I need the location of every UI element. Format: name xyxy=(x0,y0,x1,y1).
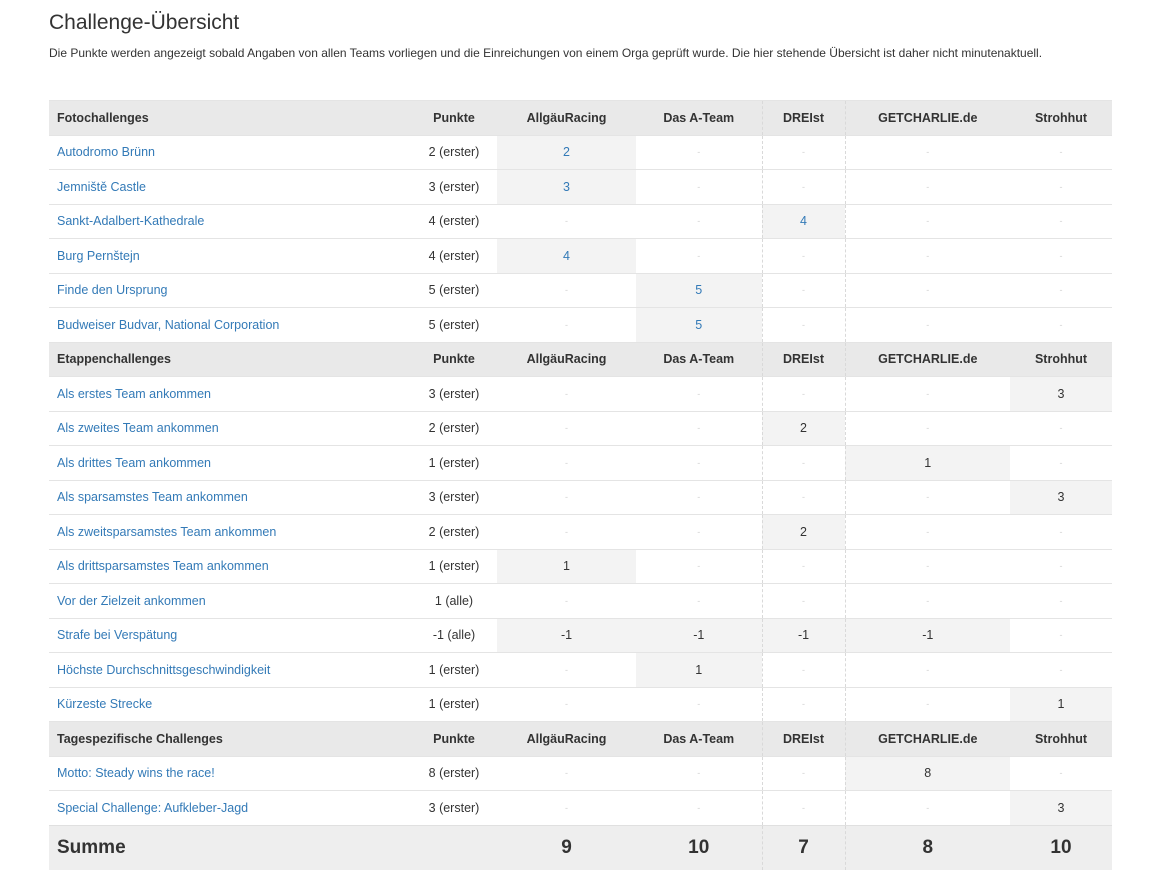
challenge-link[interactable]: Motto: Steady wins the race! xyxy=(57,766,215,781)
team-score-empty: - xyxy=(762,273,845,308)
team-score: -1 xyxy=(762,618,845,653)
challenge-row xyxy=(49,239,1112,274)
team-score-empty: - xyxy=(762,170,845,205)
team-score: 1 xyxy=(1010,687,1112,722)
team-score-empty: - xyxy=(762,239,845,274)
team-score-empty: - xyxy=(1010,756,1112,791)
team-score: -1 xyxy=(497,618,636,653)
challenge-row xyxy=(49,756,1112,791)
team-score-empty: - xyxy=(1010,411,1112,446)
challenge-points: 4 (erster) xyxy=(411,239,497,274)
challenge-link[interactable]: Burg Pernštejn xyxy=(57,248,140,263)
challenge-row xyxy=(49,653,1112,688)
challenge-name-cell xyxy=(49,756,411,791)
team-score: 3 xyxy=(1010,480,1112,515)
challenge-link[interactable]: Als erstes Team ankommen xyxy=(57,386,211,401)
section-title: Fotochallenges xyxy=(49,101,411,136)
challenge-name-cell xyxy=(49,170,411,205)
team-header: AllgäuRacing xyxy=(497,101,636,136)
challenge-points: 3 (erster) xyxy=(411,480,497,515)
team-score: 2 xyxy=(762,411,845,446)
challenge-link[interactable]: Strafe bei Verspätung xyxy=(57,628,178,643)
team-total: 10 xyxy=(636,825,762,870)
team-score-empty: - xyxy=(636,480,762,515)
team-score: 1 xyxy=(845,446,1010,481)
team-score-empty: - xyxy=(1010,204,1112,239)
team-score-empty: - xyxy=(845,204,1010,239)
team-score: 4 xyxy=(762,204,845,239)
challenge-points: 4 (erster) xyxy=(411,204,497,239)
team-score-empty: - xyxy=(636,204,762,239)
team-score-empty: - xyxy=(845,308,1010,343)
challenge-points: 3 (erster) xyxy=(411,170,497,205)
challenge-name-cell xyxy=(49,308,411,343)
team-score-empty: - xyxy=(497,204,636,239)
challenge-link[interactable]: Als drittsparsamstes Team ankommen xyxy=(57,559,269,574)
team-score-empty: - xyxy=(636,756,762,791)
challenge-link[interactable]: Als zweitsparsamstes Team ankommen xyxy=(57,524,277,539)
team-score: 3 xyxy=(1010,377,1112,412)
team-score-empty: - xyxy=(1010,549,1112,584)
challenge-name-cell xyxy=(49,687,411,722)
team-score-empty: - xyxy=(762,308,845,343)
team-score-empty: - xyxy=(1010,273,1112,308)
page-content xyxy=(49,0,1112,858)
challenge-name-cell xyxy=(49,377,411,412)
challenge-name-cell xyxy=(49,515,411,550)
team-score-empty: - xyxy=(497,411,636,446)
challenge-name-cell xyxy=(49,446,411,481)
team-score: -1 xyxy=(636,618,762,653)
team-score-empty: - xyxy=(636,446,762,481)
team-score-empty: - xyxy=(762,791,845,826)
challenge-row xyxy=(49,204,1112,239)
team-score-empty: - xyxy=(845,549,1010,584)
team-score: -1 xyxy=(845,618,1010,653)
team-header: GETCHARLIE.de xyxy=(845,101,1010,136)
points-header: Punkte xyxy=(411,722,497,757)
team-header: AllgäuRacing xyxy=(497,722,636,757)
team-score-empty: - xyxy=(1010,446,1112,481)
challenge-points: 5 (erster) xyxy=(411,308,497,343)
challenge-row xyxy=(49,308,1112,343)
team-score-empty: - xyxy=(845,135,1010,170)
challenge-link[interactable]: Höchste Durchschnittsgeschwindigkeit xyxy=(57,662,271,677)
team-score-empty: - xyxy=(497,687,636,722)
team-score: 5 xyxy=(636,273,762,308)
challenge-link[interactable]: Als drittes Team ankommen xyxy=(57,455,211,470)
team-score-empty: - xyxy=(497,377,636,412)
challenge-row xyxy=(49,549,1112,584)
team-score: 8 xyxy=(845,756,1010,791)
team-score-empty: - xyxy=(497,756,636,791)
section-header-row xyxy=(49,101,1112,136)
team-total: 10 xyxy=(1010,825,1112,870)
team-score-empty: - xyxy=(762,584,845,619)
team-total: 9 xyxy=(497,825,636,870)
team-header: GETCHARLIE.de xyxy=(845,342,1010,377)
challenge-points: 1 (alle) xyxy=(411,584,497,619)
team-header: DREIst xyxy=(762,101,845,136)
challenge-name-cell xyxy=(49,549,411,584)
team-score-empty: - xyxy=(1010,239,1112,274)
challenge-points: 2 (erster) xyxy=(411,135,497,170)
challenge-row xyxy=(49,135,1112,170)
challenge-name-cell xyxy=(49,204,411,239)
challenge-link[interactable]: Autodromo Brünn xyxy=(57,145,155,160)
section-title: Tagespezifische Challenges xyxy=(49,722,411,757)
team-score: 3 xyxy=(1010,791,1112,826)
team-total: 8 xyxy=(845,825,1010,870)
team-score-empty: - xyxy=(845,515,1010,550)
team-header: Strohhut xyxy=(1010,722,1112,757)
challenge-link[interactable]: Vor der Zielzeit ankommen xyxy=(57,593,206,608)
challenge-row xyxy=(49,687,1112,722)
team-score-empty: - xyxy=(845,687,1010,722)
team-score-empty: - xyxy=(762,480,845,515)
team-score-empty: - xyxy=(845,273,1010,308)
team-header: Strohhut xyxy=(1010,342,1112,377)
challenge-name-cell xyxy=(49,411,411,446)
challenge-name-cell xyxy=(49,239,411,274)
team-header: DREIst xyxy=(762,722,845,757)
team-score-empty: - xyxy=(845,377,1010,412)
team-score-empty: - xyxy=(762,756,845,791)
challenge-row xyxy=(49,584,1112,619)
team-score-empty: - xyxy=(497,653,636,688)
team-score-empty: - xyxy=(1010,170,1112,205)
team-score-empty: - xyxy=(636,239,762,274)
challenge-link[interactable]: Sankt-Adalbert-Kathedrale xyxy=(57,214,205,229)
challenge-points: 8 (erster) xyxy=(411,756,497,791)
team-header: Strohhut xyxy=(1010,101,1112,136)
team-score-empty: - xyxy=(497,446,636,481)
team-score-empty: - xyxy=(845,170,1010,205)
team-score-empty: - xyxy=(845,584,1010,619)
challenge-table-body xyxy=(49,101,1112,871)
team-score-empty: - xyxy=(845,239,1010,274)
team-header: Das A-Team xyxy=(636,342,762,377)
team-score-empty: - xyxy=(1010,618,1112,653)
challenge-points: 3 (erster) xyxy=(411,791,497,826)
challenge-points: 3 (erster) xyxy=(411,377,497,412)
team-score-empty: - xyxy=(636,549,762,584)
team-score: 2 xyxy=(762,515,845,550)
challenge-link[interactable]: Kürzeste Strecke xyxy=(57,697,153,712)
team-score-empty: - xyxy=(1010,515,1112,550)
team-score-empty: - xyxy=(1010,308,1112,343)
team-header: GETCHARLIE.de xyxy=(845,722,1010,757)
team-score-empty: - xyxy=(845,480,1010,515)
team-score-empty: - xyxy=(762,549,845,584)
team-score-empty: - xyxy=(497,308,636,343)
challenge-link[interactable]: Als sparsamstes Team ankommen xyxy=(57,490,248,505)
team-score: 5 xyxy=(636,308,762,343)
challenge-row xyxy=(49,515,1112,550)
challenge-name-cell xyxy=(49,791,411,826)
team-score-empty: - xyxy=(636,135,762,170)
team-total: 7 xyxy=(762,825,845,870)
challenge-points: 1 (erster) xyxy=(411,653,497,688)
section-header-row xyxy=(49,722,1112,757)
challenge-row xyxy=(49,411,1112,446)
team-score: 3 xyxy=(497,170,636,205)
challenge-link[interactable]: Finde den Ursprung xyxy=(57,283,168,298)
team-score-empty: - xyxy=(636,687,762,722)
challenge-name-cell xyxy=(49,480,411,515)
challenge-name-cell xyxy=(49,273,411,308)
challenge-link[interactable]: Jemniště Castle xyxy=(57,179,146,194)
challenge-points: 5 (erster) xyxy=(411,273,497,308)
challenge-name-cell xyxy=(49,584,411,619)
challenge-row xyxy=(49,170,1112,205)
team-header: AllgäuRacing xyxy=(497,342,636,377)
team-score-empty: - xyxy=(762,687,845,722)
team-score-empty: - xyxy=(497,584,636,619)
summary-row xyxy=(49,825,1112,870)
team-header: Das A-Team xyxy=(636,722,762,757)
challenge-link[interactable]: Als zweites Team ankommen xyxy=(57,421,219,436)
challenge-points: 1 (erster) xyxy=(411,549,497,584)
team-score-empty: - xyxy=(1010,584,1112,619)
team-score-empty: - xyxy=(1010,653,1112,688)
challenge-name-cell xyxy=(49,653,411,688)
challenge-points: 2 (erster) xyxy=(411,515,497,550)
team-score-empty: - xyxy=(636,377,762,412)
challenge-points: 1 (erster) xyxy=(411,446,497,481)
summary-label: Summe xyxy=(49,825,497,870)
team-score-empty: - xyxy=(762,377,845,412)
team-score-empty: - xyxy=(762,446,845,481)
team-score-empty: - xyxy=(497,480,636,515)
team-header: Das A-Team xyxy=(636,101,762,136)
team-score-empty: - xyxy=(845,411,1010,446)
challenge-points: -1 (alle) xyxy=(411,618,497,653)
team-header: DREIst xyxy=(762,342,845,377)
challenge-row xyxy=(49,618,1112,653)
challenge-link[interactable]: Budweiser Budvar, National Corporation xyxy=(57,317,280,332)
team-score-empty: - xyxy=(762,653,845,688)
team-score-empty: - xyxy=(497,515,636,550)
team-score-empty: - xyxy=(845,791,1010,826)
challenge-row xyxy=(49,791,1112,826)
team-score: 4 xyxy=(497,239,636,274)
team-score-empty: - xyxy=(636,411,762,446)
challenge-row xyxy=(49,377,1112,412)
intro-text: Die Punkte werden angezeigt sobald Angaben von allen Teams vorliegen und die Einreichungen von einem Orga geprüft wurde. Die hier stehende Übersicht ist daher nicht minutenaktuell. xyxy=(49,46,1043,60)
team-score-empty: - xyxy=(636,584,762,619)
challenge-link[interactable]: Special Challenge: Aufkleber-Jagd xyxy=(57,800,249,815)
challenge-row xyxy=(49,446,1112,481)
team-score-empty: - xyxy=(845,653,1010,688)
section-title: Etappenchallenges xyxy=(49,342,411,377)
challenge-row xyxy=(49,273,1112,308)
page-title: Challenge-Übersicht xyxy=(49,11,240,34)
challenge-name-cell xyxy=(49,135,411,170)
team-score-empty: - xyxy=(1010,135,1112,170)
challenge-points: 2 (erster) xyxy=(411,411,497,446)
team-score: 2 xyxy=(497,135,636,170)
team-score-empty: - xyxy=(636,515,762,550)
team-score-empty: - xyxy=(762,135,845,170)
team-score-empty: - xyxy=(497,791,636,826)
points-header: Punkte xyxy=(411,342,497,377)
challenge-name-cell xyxy=(49,618,411,653)
points-header: Punkte xyxy=(411,101,497,136)
challenge-points: 1 (erster) xyxy=(411,687,497,722)
challenge-table xyxy=(49,100,1112,870)
team-score-empty: - xyxy=(636,170,762,205)
team-score-empty: - xyxy=(497,273,636,308)
team-score: 1 xyxy=(497,549,636,584)
challenge-row xyxy=(49,480,1112,515)
team-score: 1 xyxy=(636,653,762,688)
team-score-empty: - xyxy=(636,791,762,826)
section-header-row xyxy=(49,342,1112,377)
